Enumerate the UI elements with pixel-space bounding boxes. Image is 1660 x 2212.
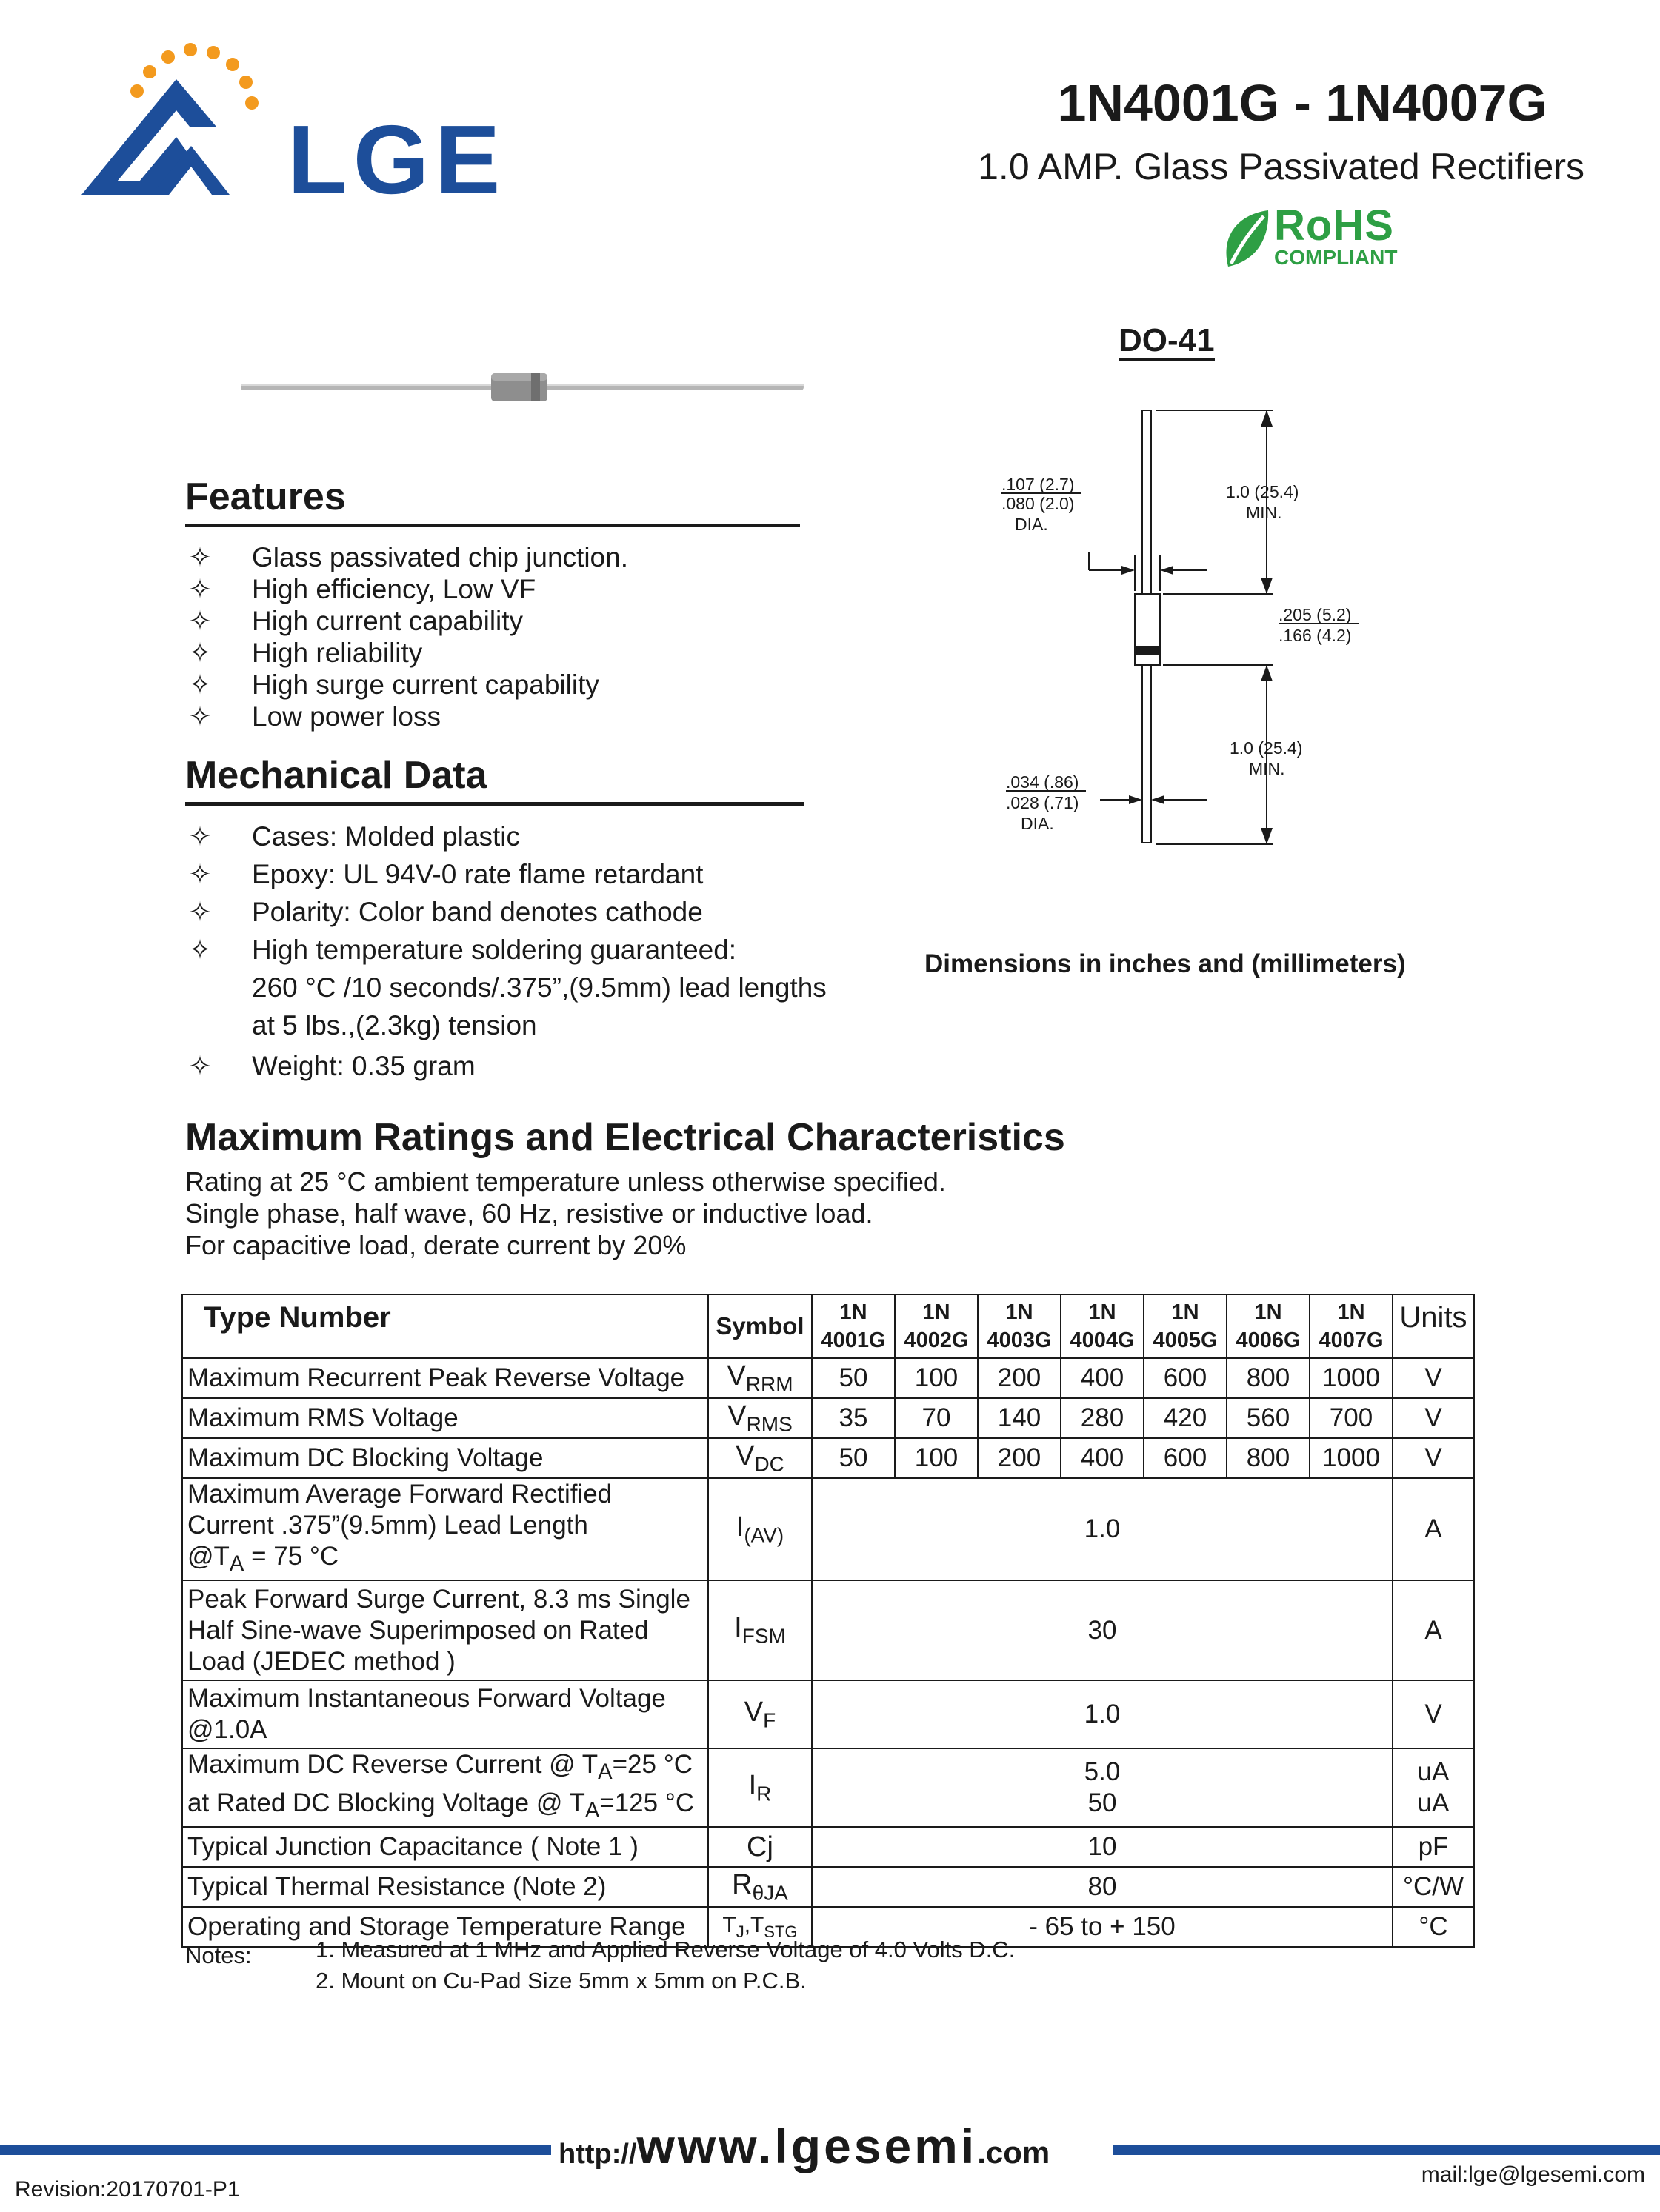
param-symbol: $R_{\theta JA}$ xyxy=(708,1867,812,1907)
feature-item: ✧ High efficiency, Low VF xyxy=(185,573,852,605)
table-cell: 800 xyxy=(1227,1358,1310,1398)
dim-lead-len-bot-a: 1.0 (25.4) xyxy=(1230,738,1303,758)
table-cell: 70 xyxy=(895,1398,978,1438)
lge-logo-mark xyxy=(74,33,274,204)
unit-cell: V xyxy=(1393,1438,1474,1478)
table-cell: 80 xyxy=(812,1867,1393,1907)
ratings-line: For capacitive load, derate current by 20% xyxy=(185,1230,687,1260)
table-cell: 140 xyxy=(978,1398,1061,1438)
bullet-icon: ✧ xyxy=(188,638,212,668)
revision: Revision:20170701-P1 xyxy=(15,2177,240,2202)
table-row xyxy=(182,1867,1474,1907)
footer-bar-left xyxy=(0,2145,551,2155)
unit-cell: pF xyxy=(1393,1827,1474,1867)
table-row xyxy=(182,1680,1474,1748)
diode-photo xyxy=(241,370,804,409)
param-symbol: $I_{(AV)}$ xyxy=(708,1478,812,1580)
header-device: 1N 4007G xyxy=(1310,1294,1393,1358)
dim-wire-dia-c: DIA. xyxy=(1021,814,1054,833)
table-cell: - 65 to + 150 xyxy=(812,1907,1393,1947)
param-symbol: $V_{RRM}$ xyxy=(708,1358,812,1398)
unit-cell: A xyxy=(1393,1580,1474,1680)
dimension-caption: Dimensions in inches and (millimeters) xyxy=(924,949,1406,978)
logo-text: LGE xyxy=(287,105,507,214)
ratings-conditions xyxy=(185,1166,946,1261)
table-cell: 1.0 xyxy=(812,1680,1393,1748)
table-cell: 400 xyxy=(1061,1358,1144,1398)
table-cell: 5.0 50 xyxy=(812,1748,1393,1827)
rohs-compliant: COMPLIANT xyxy=(1274,246,1398,269)
param-name: Typical Junction Capacitance ( Note 1 ) xyxy=(182,1827,708,1867)
header-device: 1N 4002G xyxy=(895,1294,978,1358)
table-cell: 50 xyxy=(812,1358,895,1398)
email-link[interactable]: mail:lge@lgesemi.com xyxy=(1421,2162,1645,2187)
table-row xyxy=(182,1580,1474,1680)
ratings-heading: Maximum Ratings and Electrical Characteristics xyxy=(185,1116,1065,1159)
header-symbol: Symbol xyxy=(708,1294,812,1358)
table-header-row xyxy=(182,1294,1474,1358)
header-device: 1N 4004G xyxy=(1061,1294,1144,1358)
bullet-icon: ✧ xyxy=(188,897,212,927)
unit-cell: V xyxy=(1393,1398,1474,1438)
table-cell: 280 xyxy=(1061,1398,1144,1438)
param-symbol: $V_{DC}$ xyxy=(708,1438,812,1478)
part-number-title: 1N4001G - 1N4007G xyxy=(1057,74,1547,132)
notes-label: Notes: xyxy=(185,1942,252,1968)
unit-cell: V xyxy=(1393,1358,1474,1398)
bullet-icon: ✧ xyxy=(188,859,212,889)
dim-lead-dia-c: DIA. xyxy=(1015,515,1048,534)
param-name: Maximum DC Blocking Voltage xyxy=(182,1438,708,1478)
note-1: 1. Measured at 1 MHz and Applied Reverse Voltage of 4.0 Volts D.C. xyxy=(316,1937,1016,1962)
dim-lead-len-top-b: MIN. xyxy=(1246,503,1282,522)
rohs-badge xyxy=(1274,201,1398,269)
mech-item-continued: 260 °C /10 seconds/.375”,(9.5mm) lead lengths xyxy=(252,972,827,1003)
bullet-icon: ✧ xyxy=(188,935,212,965)
table-cell: 10 xyxy=(812,1827,1393,1867)
header-device: 1N 4005G xyxy=(1144,1294,1227,1358)
param-symbol: $V_{RMS}$ xyxy=(708,1398,812,1438)
do41-dimension-drawing xyxy=(985,400,1400,859)
ratings-line: Rating at 25 °C ambient temperature unless otherwise specified. xyxy=(185,1166,946,1197)
header-device: 1N 4003G xyxy=(978,1294,1061,1358)
header-device: 1N 4001G xyxy=(812,1294,895,1358)
table-cell: 100 xyxy=(895,1358,978,1398)
table-cell: 30 xyxy=(812,1580,1393,1680)
table-cell: 200 xyxy=(978,1358,1061,1398)
table-cell: 1000 xyxy=(1310,1438,1393,1478)
bullet-icon: ✧ xyxy=(188,1051,212,1081)
package-title: DO-41 xyxy=(1119,323,1215,361)
mechanical-heading: Mechanical Data xyxy=(185,756,804,806)
header-units: Units xyxy=(1393,1294,1474,1358)
feature-item: ✧ Low power loss xyxy=(185,701,852,732)
table-cell: 560 xyxy=(1227,1398,1310,1438)
table-row xyxy=(182,1438,1474,1478)
website-link[interactable]: http://www.lgesemi.com xyxy=(559,2119,1050,2173)
table-row xyxy=(182,1827,1474,1867)
dim-wire-dia-b: .028 (.71) xyxy=(1006,793,1079,812)
table-cell: 400 xyxy=(1061,1438,1144,1478)
param-name: Operating and Storage Temperature Range xyxy=(182,1907,708,1947)
unit-cell: °C/W xyxy=(1393,1867,1474,1907)
param-symbol: $V_F$ xyxy=(708,1680,812,1748)
param-name: Peak Forward Surge Current, 8.3 ms Single Half Sine-wave Superimposed on Rated Load (JEDEC method ) xyxy=(182,1580,708,1680)
table-row xyxy=(182,1398,1474,1438)
feature-item: ✧ Glass passivated chip junction. xyxy=(185,541,852,573)
footer-bar-right xyxy=(1113,2145,1660,2155)
dim-lead-len-top-a: 1.0 (25.4) xyxy=(1226,482,1299,501)
bullet-icon: ✧ xyxy=(188,574,212,604)
bullet-icon: ✧ xyxy=(188,669,212,700)
features-heading: Features xyxy=(185,478,800,527)
unit-cell: A xyxy=(1393,1478,1474,1580)
rohs-label: RoHS xyxy=(1274,201,1394,250)
dim-lead-dia-a: .107 (2.7) xyxy=(1001,475,1075,494)
param-symbol: Cj xyxy=(708,1827,812,1867)
dim-wire-dia-a: .034 (.86) xyxy=(1006,772,1079,792)
table-cell: 100 xyxy=(895,1438,978,1478)
mech-item: ✧ Cases: Molded plastic xyxy=(185,818,911,855)
table-cell: 420 xyxy=(1144,1398,1227,1438)
dim-body-len-b: .166 (4.2) xyxy=(1279,626,1352,645)
table-row xyxy=(182,1478,1474,1580)
dim-lead-dia-b: .080 (2.0) xyxy=(1001,494,1075,513)
table-cell: 600 xyxy=(1144,1438,1227,1478)
table-cell: 35 xyxy=(812,1398,895,1438)
table-cell: 200 xyxy=(978,1438,1061,1478)
param-symbol: $I_R$ xyxy=(708,1748,812,1827)
ratings-line: Single phase, half wave, 60 Hz, resistive or inductive load. xyxy=(185,1198,873,1229)
bullet-icon: ✧ xyxy=(188,821,212,852)
param-name: Maximum DC Reverse Current @ $T_A=25$ °C at Rated DC Blocking Voltage @ $T_A=125$ °C xyxy=(182,1748,708,1827)
note-2: 2. Mount on Cu-Pad Size 5mm x 5mm on P.C.B. xyxy=(316,1968,807,1994)
table-cell: 1000 xyxy=(1310,1358,1393,1398)
param-name: Maximum RMS Voltage xyxy=(182,1398,708,1438)
feature-item: ✧ High current capability xyxy=(185,605,852,637)
bullet-icon: ✧ xyxy=(188,542,212,572)
table-cell: 800 xyxy=(1227,1438,1310,1478)
param-symbol: $I_{FSM}$ xyxy=(708,1580,812,1680)
param-name: Maximum Average Forward Rectified Current .375”(9.5mm) Lead Length $@T_A = 75$ °C xyxy=(182,1478,708,1580)
param-symbol: $T_J,T_{STG}$ xyxy=(708,1907,812,1947)
mech-item: ✧ Epoxy: UL 94V-0 rate flame retardant xyxy=(185,855,911,893)
unit-cell: uA uA xyxy=(1393,1748,1474,1827)
table-cell: 1.0 xyxy=(812,1478,1393,1580)
mech-item: ✧ High temperature soldering guaranteed: xyxy=(185,931,911,969)
table-cell: 700 xyxy=(1310,1398,1393,1438)
unit-cell: °C xyxy=(1393,1907,1474,1947)
unit-cell: V xyxy=(1393,1680,1474,1748)
feature-item: ✧ High surge current capability xyxy=(185,669,852,701)
dim-lead-len-bot-b: MIN. xyxy=(1249,759,1285,778)
header-device: 1N 4006G xyxy=(1227,1294,1310,1358)
table-row xyxy=(182,1748,1474,1827)
bullet-icon: ✧ xyxy=(188,701,212,732)
ratings-table xyxy=(181,1294,1475,1948)
notes xyxy=(185,1934,1296,2001)
mechanical-list xyxy=(185,818,911,1085)
param-name: Maximum Recurrent Peak Reverse Voltage xyxy=(182,1358,708,1398)
param-name: Typical Thermal Resistance (Note 2) xyxy=(182,1867,708,1907)
rohs-leaf-icon xyxy=(1221,209,1271,270)
part-subtitle: 1.0 AMP. Glass Passivated Rectifiers xyxy=(978,146,1584,187)
bullet-icon: ✧ xyxy=(188,606,212,636)
dim-body-len-a: .205 (5.2) xyxy=(1279,605,1352,624)
mech-item: ✧ Weight: 0.35 gram xyxy=(185,1047,911,1085)
feature-item: ✧ High reliability xyxy=(185,637,852,669)
table-cell: 600 xyxy=(1144,1358,1227,1398)
mech-item-continued: at 5 lbs.,(2.3kg) tension xyxy=(252,1010,537,1040)
header-type-number: Type Number xyxy=(182,1294,708,1358)
table-cell: 50 xyxy=(812,1438,895,1478)
table-row xyxy=(182,1358,1474,1398)
features-list xyxy=(185,541,852,732)
param-name: Maximum Instantaneous Forward Voltage @1.0A xyxy=(182,1680,708,1748)
mech-item: ✧ Polarity: Color band denotes cathode xyxy=(185,893,911,931)
